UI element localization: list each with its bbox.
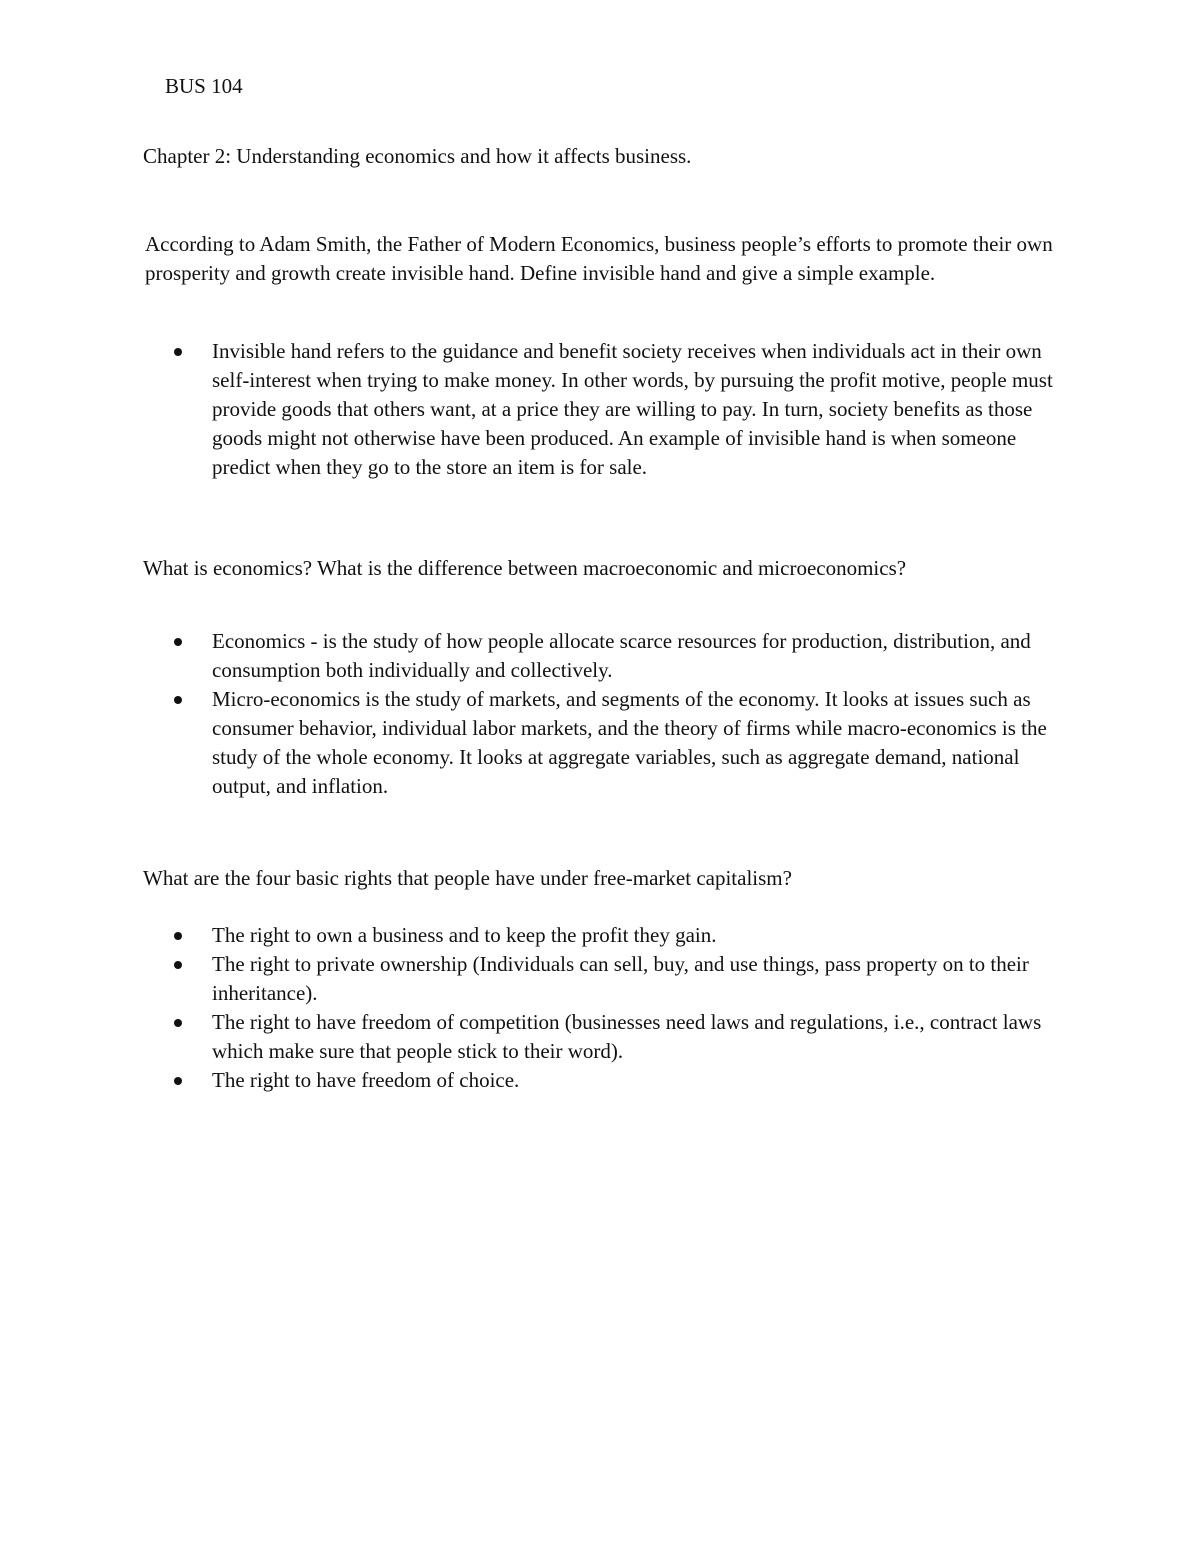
bullet-icon (174, 961, 182, 969)
answer-text: Micro-economics is the study of markets, and segments of the economy. It looks at issues such as consumer behavior, individual labor markets, and the theory of firms while macro-economics is the study of the whole economy. It looks at aggregate variables, such as aggregate demand, national output, and inflation. (212, 687, 1047, 798)
bullet-icon (174, 1019, 182, 1027)
list-item (0, 950, 1062, 1008)
bullet-icon (174, 696, 182, 704)
bullet-icon (174, 932, 182, 940)
list-item (0, 1008, 1062, 1066)
bullet-icon (174, 1077, 182, 1085)
chapter-title: Chapter 2: Understanding economics and how it affects business. (143, 144, 692, 168)
answer-text: Invisible hand refers to the guidance and benefit society receives when individuals act in their own self-interest when trying to make money. In other words, by pursuing the profit motive, people must provide goods that others want, at a price they are willing to pay. In turn, society benefits as those goods might not otherwise have been produced. An example of invisible hand is when someone predict when they go to the store an item is for sale. (212, 339, 1053, 479)
answer-text: The right to own a business and to keep the profit they gain. (212, 923, 717, 947)
answer-list-1 (0, 337, 1100, 482)
answer-text: Economics - is the study of how people allocate scarce resources for production, distribution, and consumption both individually and collectively. (212, 629, 1031, 682)
answer-text: The right to private ownership (Individuals can sell, buy, and use things, pass property on to their inheritance). (212, 952, 1029, 1005)
question-3: What are the four basic rights that people have under free-market capitalism? (143, 866, 792, 890)
course-code: BUS 104 (165, 74, 243, 98)
answer-list-3 (0, 921, 1100, 1095)
list-item (0, 627, 1062, 685)
bullet-icon (174, 638, 182, 646)
list-item (0, 337, 1062, 482)
answer-text: The right to have freedom of choice. (212, 1068, 520, 1092)
question-2: What is economics? What is the difference between macroeconomic and microeconomics? (143, 556, 907, 580)
bullet-icon (174, 348, 182, 356)
question-1: According to Adam Smith, the Father of Modern Economics, business people’s efforts to promote their own prosperity and growth create invisible hand. Define invisible hand and give a simple example. (145, 232, 1053, 285)
list-item (0, 1066, 1062, 1095)
list-item (0, 685, 1062, 801)
list-item (0, 921, 1062, 950)
answer-list-2 (0, 627, 1100, 801)
answer-text: The right to have freedom of competition (businesses need laws and regulations, i.e., contract laws which make sure that people stick to their word). (212, 1010, 1042, 1063)
